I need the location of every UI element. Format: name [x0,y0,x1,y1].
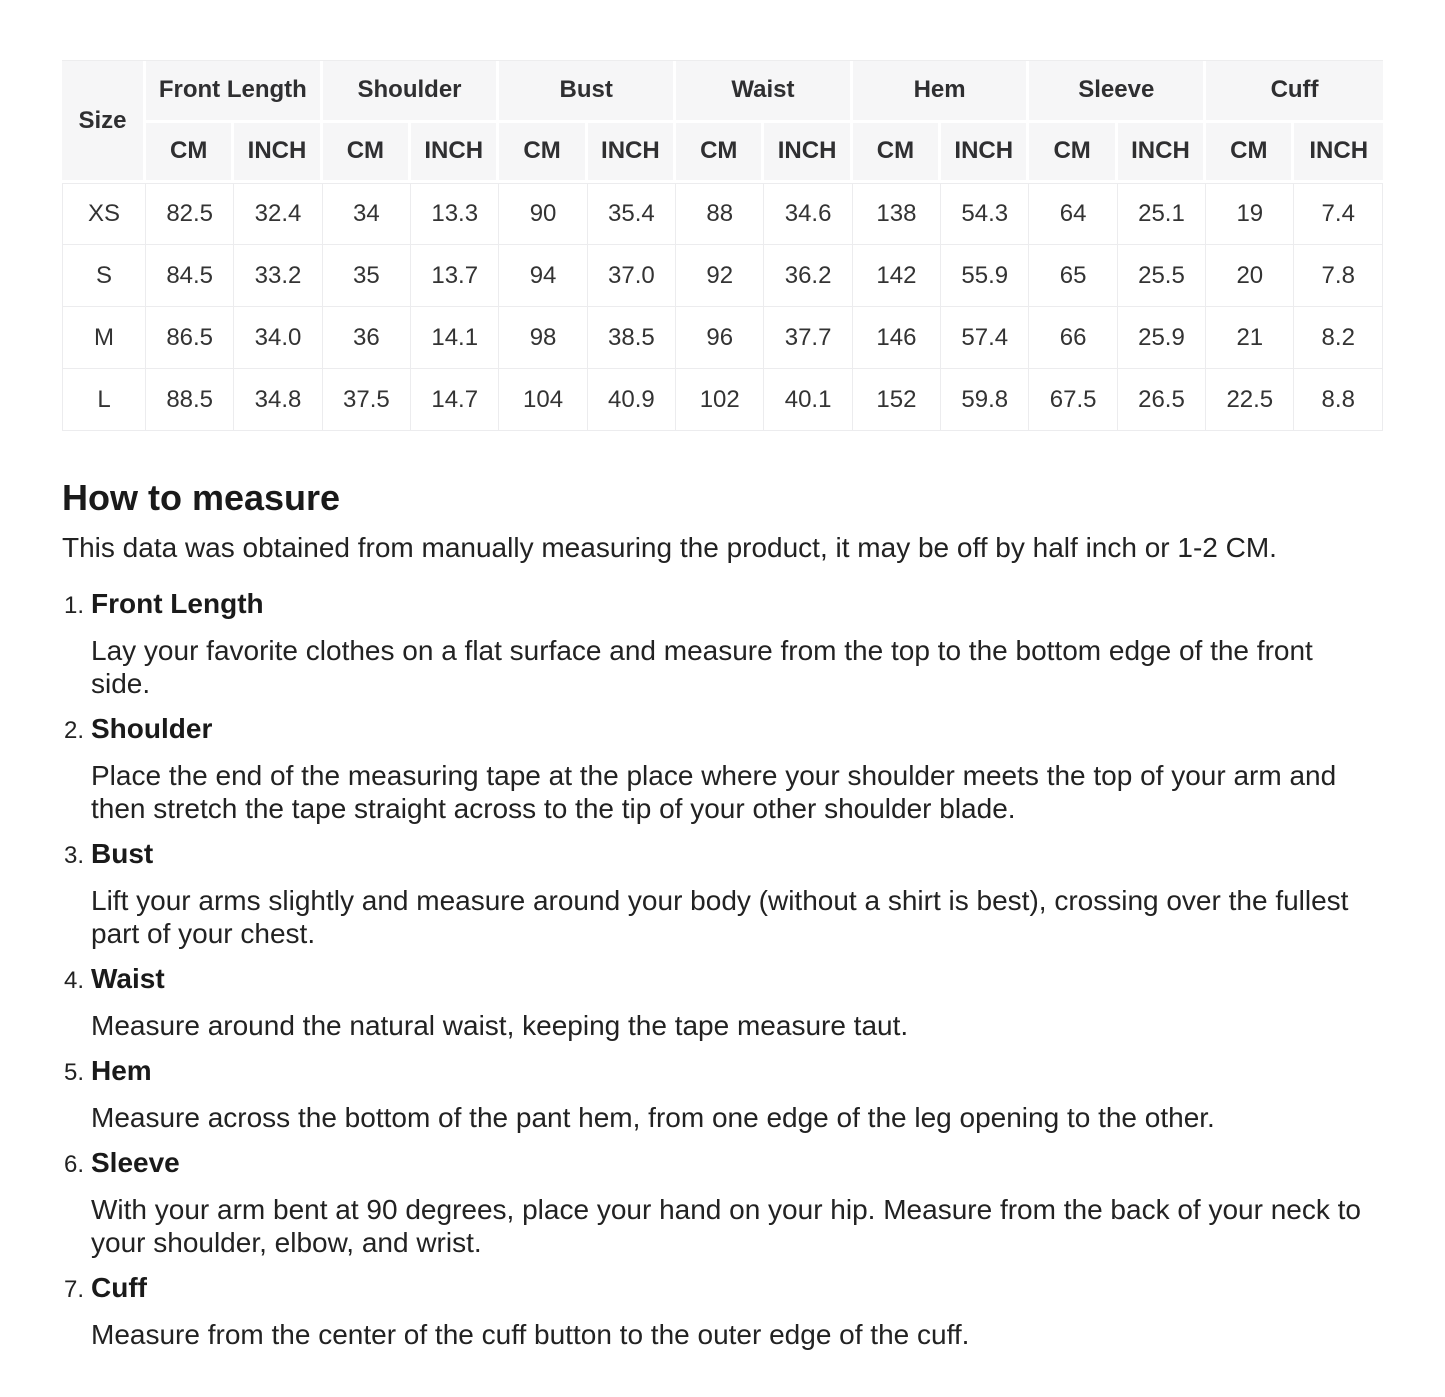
size-chart-header [62,61,1383,183]
measure-column-header-waist: Waist [676,61,853,123]
unit-column-header-cm: CM [499,123,587,184]
size-cell: XS [62,183,146,245]
unit-column-header-inch: INCH [234,123,322,184]
measurement-cell: 8.8 [1294,369,1383,431]
how-to-measure-intro: This data was obtained from manually measuring the product, it may be off by half inch or 1-2 CM. [62,532,1277,563]
measurement-cell: 35.4 [588,183,676,245]
measurement-cell: 25.9 [1118,307,1206,369]
unit-column-header-inch: INCH [764,123,852,184]
measurement-cell: 32.4 [234,183,322,245]
measure-item-head [62,1146,1402,1181]
measure-item-number: 5. [63,1059,84,1086]
measurement-cell: 138 [853,183,941,245]
measurement-cell: 21 [1206,307,1294,369]
unit-column-header-cm: CM [676,123,764,184]
measure-list [62,587,1402,1351]
unit-column-header-inch: INCH [411,123,499,184]
measurement-cell: 14.7 [411,369,499,431]
size-row-s [62,245,1383,307]
measurement-cell: 82.5 [146,183,234,245]
measurement-cell: 102 [676,369,764,431]
unit-column-header-cm: CM [146,123,234,184]
header-row-measures [62,61,1383,123]
measurement-cell: 34.8 [234,369,322,431]
measure-column-header-bust: Bust [499,61,676,123]
measure-item-description: Measure around the natural waist, keeping the tape measure taut. [91,1010,909,1041]
measurement-cell: 22.5 [1206,369,1294,431]
measure-item-number: 4. [63,967,84,994]
measure-item-number: 7. [63,1276,84,1303]
measure-list-item-bust [62,837,1402,950]
measure-column-header-shoulder: Shoulder [323,61,500,123]
measure-list-item-sleeve [62,1146,1402,1259]
measurement-cell: 57.4 [941,307,1029,369]
measure-list-item-cuff [62,1271,1402,1351]
measurement-cell: 20 [1206,245,1294,307]
measure-item-description: Measure across the bottom of the pant hem, from one edge of the leg opening to the other. [91,1102,1215,1133]
measurement-cell: 67.5 [1029,369,1117,431]
measure-item-term: Cuff [91,1272,147,1303]
measurement-cell: 54.3 [941,183,1029,245]
measurement-cell: 7.8 [1294,245,1383,307]
measure-item-head [62,962,1402,997]
measurement-cell: 26.5 [1118,369,1206,431]
measurement-cell: 146 [853,307,941,369]
measurement-cell: 88 [676,183,764,245]
measurement-cell: 36.2 [764,245,852,307]
measurement-cell: 33.2 [234,245,322,307]
size-row-l [62,369,1383,431]
measurement-cell: 96 [676,307,764,369]
measurement-cell: 25.1 [1118,183,1206,245]
how-to-measure-section [62,477,1402,1351]
measure-item-head [62,587,1402,622]
measure-item-number: 3. [63,842,84,869]
measurement-cell: 152 [853,369,941,431]
measure-item-number: 6. [63,1151,84,1178]
measurement-cell: 35 [323,245,411,307]
measurement-cell: 36 [323,307,411,369]
size-chart-body [62,183,1383,431]
measurement-cell: 90 [499,183,587,245]
measure-item-head [62,1271,1402,1306]
unit-column-header-inch: INCH [1118,123,1206,184]
measurement-cell: 14.1 [411,307,499,369]
measure-item-description: Lift your arms slightly and measure around your body (without a shirt is best), crossing over the fullest part of your chest. [91,885,1349,949]
measure-item-term: Waist [91,963,165,994]
measurement-cell: 142 [853,245,941,307]
measure-column-header-cuff: Cuff [1206,61,1383,123]
measurement-cell: 55.9 [941,245,1029,307]
measurement-cell: 86.5 [146,307,234,369]
measure-list-item-waist [62,962,1402,1042]
size-chart-table [62,60,1383,431]
unit-column-header-inch: INCH [1294,123,1383,184]
unit-column-header-cm: CM [1029,123,1117,184]
unit-column-header-inch: INCH [941,123,1029,184]
measure-column-header-front-length: Front Length [146,61,323,123]
measurement-cell: 66 [1029,307,1117,369]
measurement-cell: 104 [499,369,587,431]
size-cell: M [62,307,146,369]
unit-column-header-cm: CM [853,123,941,184]
measurement-cell: 19 [1206,183,1294,245]
measurement-cell: 84.5 [146,245,234,307]
measure-item-description: Measure from the center of the cuff button to the outer edge of the cuff. [91,1319,970,1350]
measure-item-term: Sleeve [91,1147,180,1178]
size-row-m [62,307,1383,369]
measure-item-description: Lay your favorite clothes on a flat surface and measure from the top to the bottom edge of the front side. [91,635,1313,699]
measure-item-head [62,837,1402,872]
measure-list-item-front-length [62,587,1402,700]
measurement-cell: 92 [676,245,764,307]
measurement-cell: 7.4 [1294,183,1383,245]
measurement-cell: 13.3 [411,183,499,245]
measure-item-term: Bust [91,838,154,869]
measurement-cell: 37.7 [764,307,852,369]
measure-item-term: Hem [91,1055,152,1086]
measurement-cell: 40.9 [588,369,676,431]
unit-column-header-inch: INCH [588,123,676,184]
measure-column-header-sleeve: Sleeve [1029,61,1206,123]
size-cell: L [62,369,146,431]
size-column-header: Size [62,61,146,183]
measurement-cell: 37.0 [588,245,676,307]
measurement-cell: 65 [1029,245,1117,307]
measurement-cell: 25.5 [1118,245,1206,307]
measure-list-item-shoulder [62,712,1402,825]
how-to-measure-title: How to measure [62,477,341,518]
measurement-cell: 34 [323,183,411,245]
unit-column-header-cm: CM [323,123,411,184]
measurement-cell: 34.0 [234,307,322,369]
measurement-cell: 94 [499,245,587,307]
unit-column-header-cm: CM [1206,123,1294,184]
header-row-units [62,123,1383,184]
measure-item-number: 2. [63,717,84,744]
measure-item-head [62,712,1402,747]
measure-item-term: Shoulder [91,713,213,744]
measurement-cell: 8.2 [1294,307,1383,369]
measurement-cell: 98 [499,307,587,369]
size-row-xs [62,183,1383,245]
measure-item-description: Place the end of the measuring tape at the place where your shoulder meets the top of your arm and then stretch the tape straight across to the tip of your other shoulder blade. [91,760,1337,824]
measure-item-number: 1. [63,592,84,619]
measurement-cell: 59.8 [941,369,1029,431]
measure-item-description: With your arm bent at 90 degrees, place your hand on your hip. Measure from the back of your neck to your shoulder, elbow, and wrist. [91,1194,1362,1258]
measurement-cell: 13.7 [411,245,499,307]
measure-column-header-hem: Hem [853,61,1030,123]
measurement-cell: 38.5 [588,307,676,369]
measurement-cell: 88.5 [146,369,234,431]
measurement-cell: 64 [1029,183,1117,245]
measure-list-item-hem [62,1054,1402,1134]
measure-item-term: Front Length [91,588,264,619]
measurement-cell: 40.1 [764,369,852,431]
measure-item-head [62,1054,1402,1089]
measurement-cell: 34.6 [764,183,852,245]
size-cell: S [62,245,146,307]
measurement-cell: 37.5 [323,369,411,431]
